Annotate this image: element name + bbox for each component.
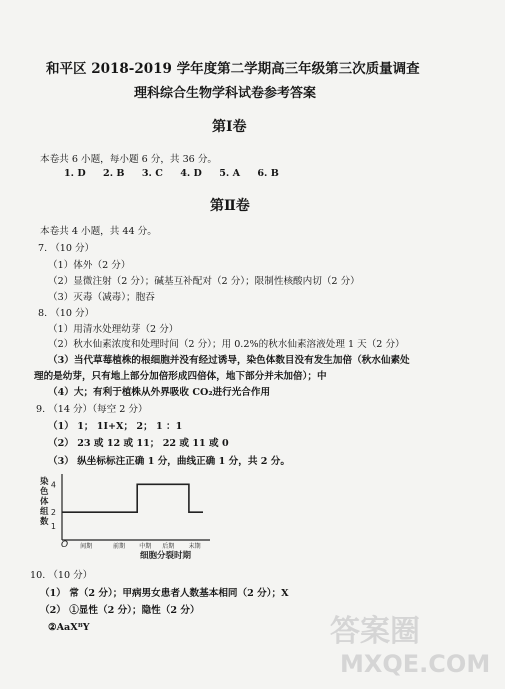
chart-y-label: 染色体组数 [40, 477, 49, 527]
x-category-label: 中期 [139, 543, 152, 550]
answer-5: 5. A [219, 168, 241, 179]
x-category-label: 前期 [112, 543, 125, 550]
document-subtitle: 理科综合生物学科试卷参考答案 [134, 86, 317, 101]
part1-answer-row [64, 168, 293, 180]
q8-line-1: （1）用清水处理幼芽（2 分） [48, 324, 179, 335]
x-category-label: 后期 [162, 543, 175, 550]
q10-heading: 10. （10 分） [30, 570, 93, 581]
q9-line-2: （2） 23 或 12 或 11； 22 或 11 或 0 [48, 438, 229, 449]
answer-1: 1. D [64, 168, 86, 179]
part2-heading: 第Ⅱ卷 [210, 198, 250, 214]
part1-heading: 第Ⅰ卷 [212, 119, 247, 135]
y-tick-label: 4 [50, 480, 56, 490]
q8-heading: 8. （10 分） [38, 308, 95, 319]
q8-line-2: （2）秋水仙素浓度和处理时间（2 分）；用 0.2%的秋水仙素溶液处理 1 天（2 分） [48, 339, 405, 350]
x-category-label: 末期 [188, 543, 201, 550]
q10-line-3: ②AaXᴮY [48, 622, 90, 633]
q8-line-3: （3）当代草莓植株的根细胞并没有经过诱导，染色体数目没有发生加倍（秋水仙素处 [48, 355, 410, 366]
chart-origin-label: O [61, 540, 69, 550]
chromosome-set-chart [36, 474, 236, 566]
y-tick-label: 1 [50, 522, 56, 532]
q8-line-4: 理的是幼芽，只有地上部分加倍形成四倍体，地下部分并未加倍）；中 [34, 371, 327, 382]
answer-4: 4. D [180, 168, 202, 179]
part2-intro: 本卷共 4 小题，共 44 分。 [40, 226, 157, 237]
q10-line-2: （2） ①显性（2 分）；隐性（2 分） [40, 605, 200, 616]
series-line [62, 484, 203, 512]
q9-heading: 9. （14 分）（每空 2 分） [36, 404, 148, 415]
q9-line-3: （3） 纵坐标标注正确 1 分，曲线正确 1 分，共 2 分。 [48, 456, 290, 467]
answer-2: 2. B [103, 168, 125, 179]
document-title: 和平区 2018-2019 学年度第二学期高三年级第三次质量调查 [46, 61, 420, 77]
watermark-url: MXQE.COM [340, 650, 491, 678]
answer-6: 6. B [257, 168, 279, 179]
chart-x-label: 细胞分裂时期 [140, 551, 192, 561]
q7-heading: 7. （10 分） [38, 243, 95, 254]
q10-line-1: （1） 常（2 分）；甲病男女患者人数基本相同（2 分）；X [40, 588, 289, 599]
y-tick-label: 2 [50, 508, 56, 518]
x-category-label: 间期 [80, 543, 93, 550]
q7-line-3: （3）灭毒（减毒）；胞吞 [48, 292, 155, 303]
q9-line-1: （1） 1； 1I+X； 2； 1 ：1 [48, 421, 183, 432]
q7-line-1: （1）体外（2 分） [48, 260, 131, 271]
q8-line-5: （4）大；有利于植株从外界吸收 CO₂进行光合作用 [48, 387, 271, 398]
part1-intro: 本卷共 6 小题，每小题 6 分，共 36 分。 [40, 154, 218, 165]
answer-3: 3. C [141, 168, 163, 179]
watermark-logo: 答案圈 [330, 614, 420, 649]
q7-line-2: （2）显微注射（2 分）；碱基互补配对（2 分）；限制性核酸内切（2 分） [48, 276, 360, 287]
